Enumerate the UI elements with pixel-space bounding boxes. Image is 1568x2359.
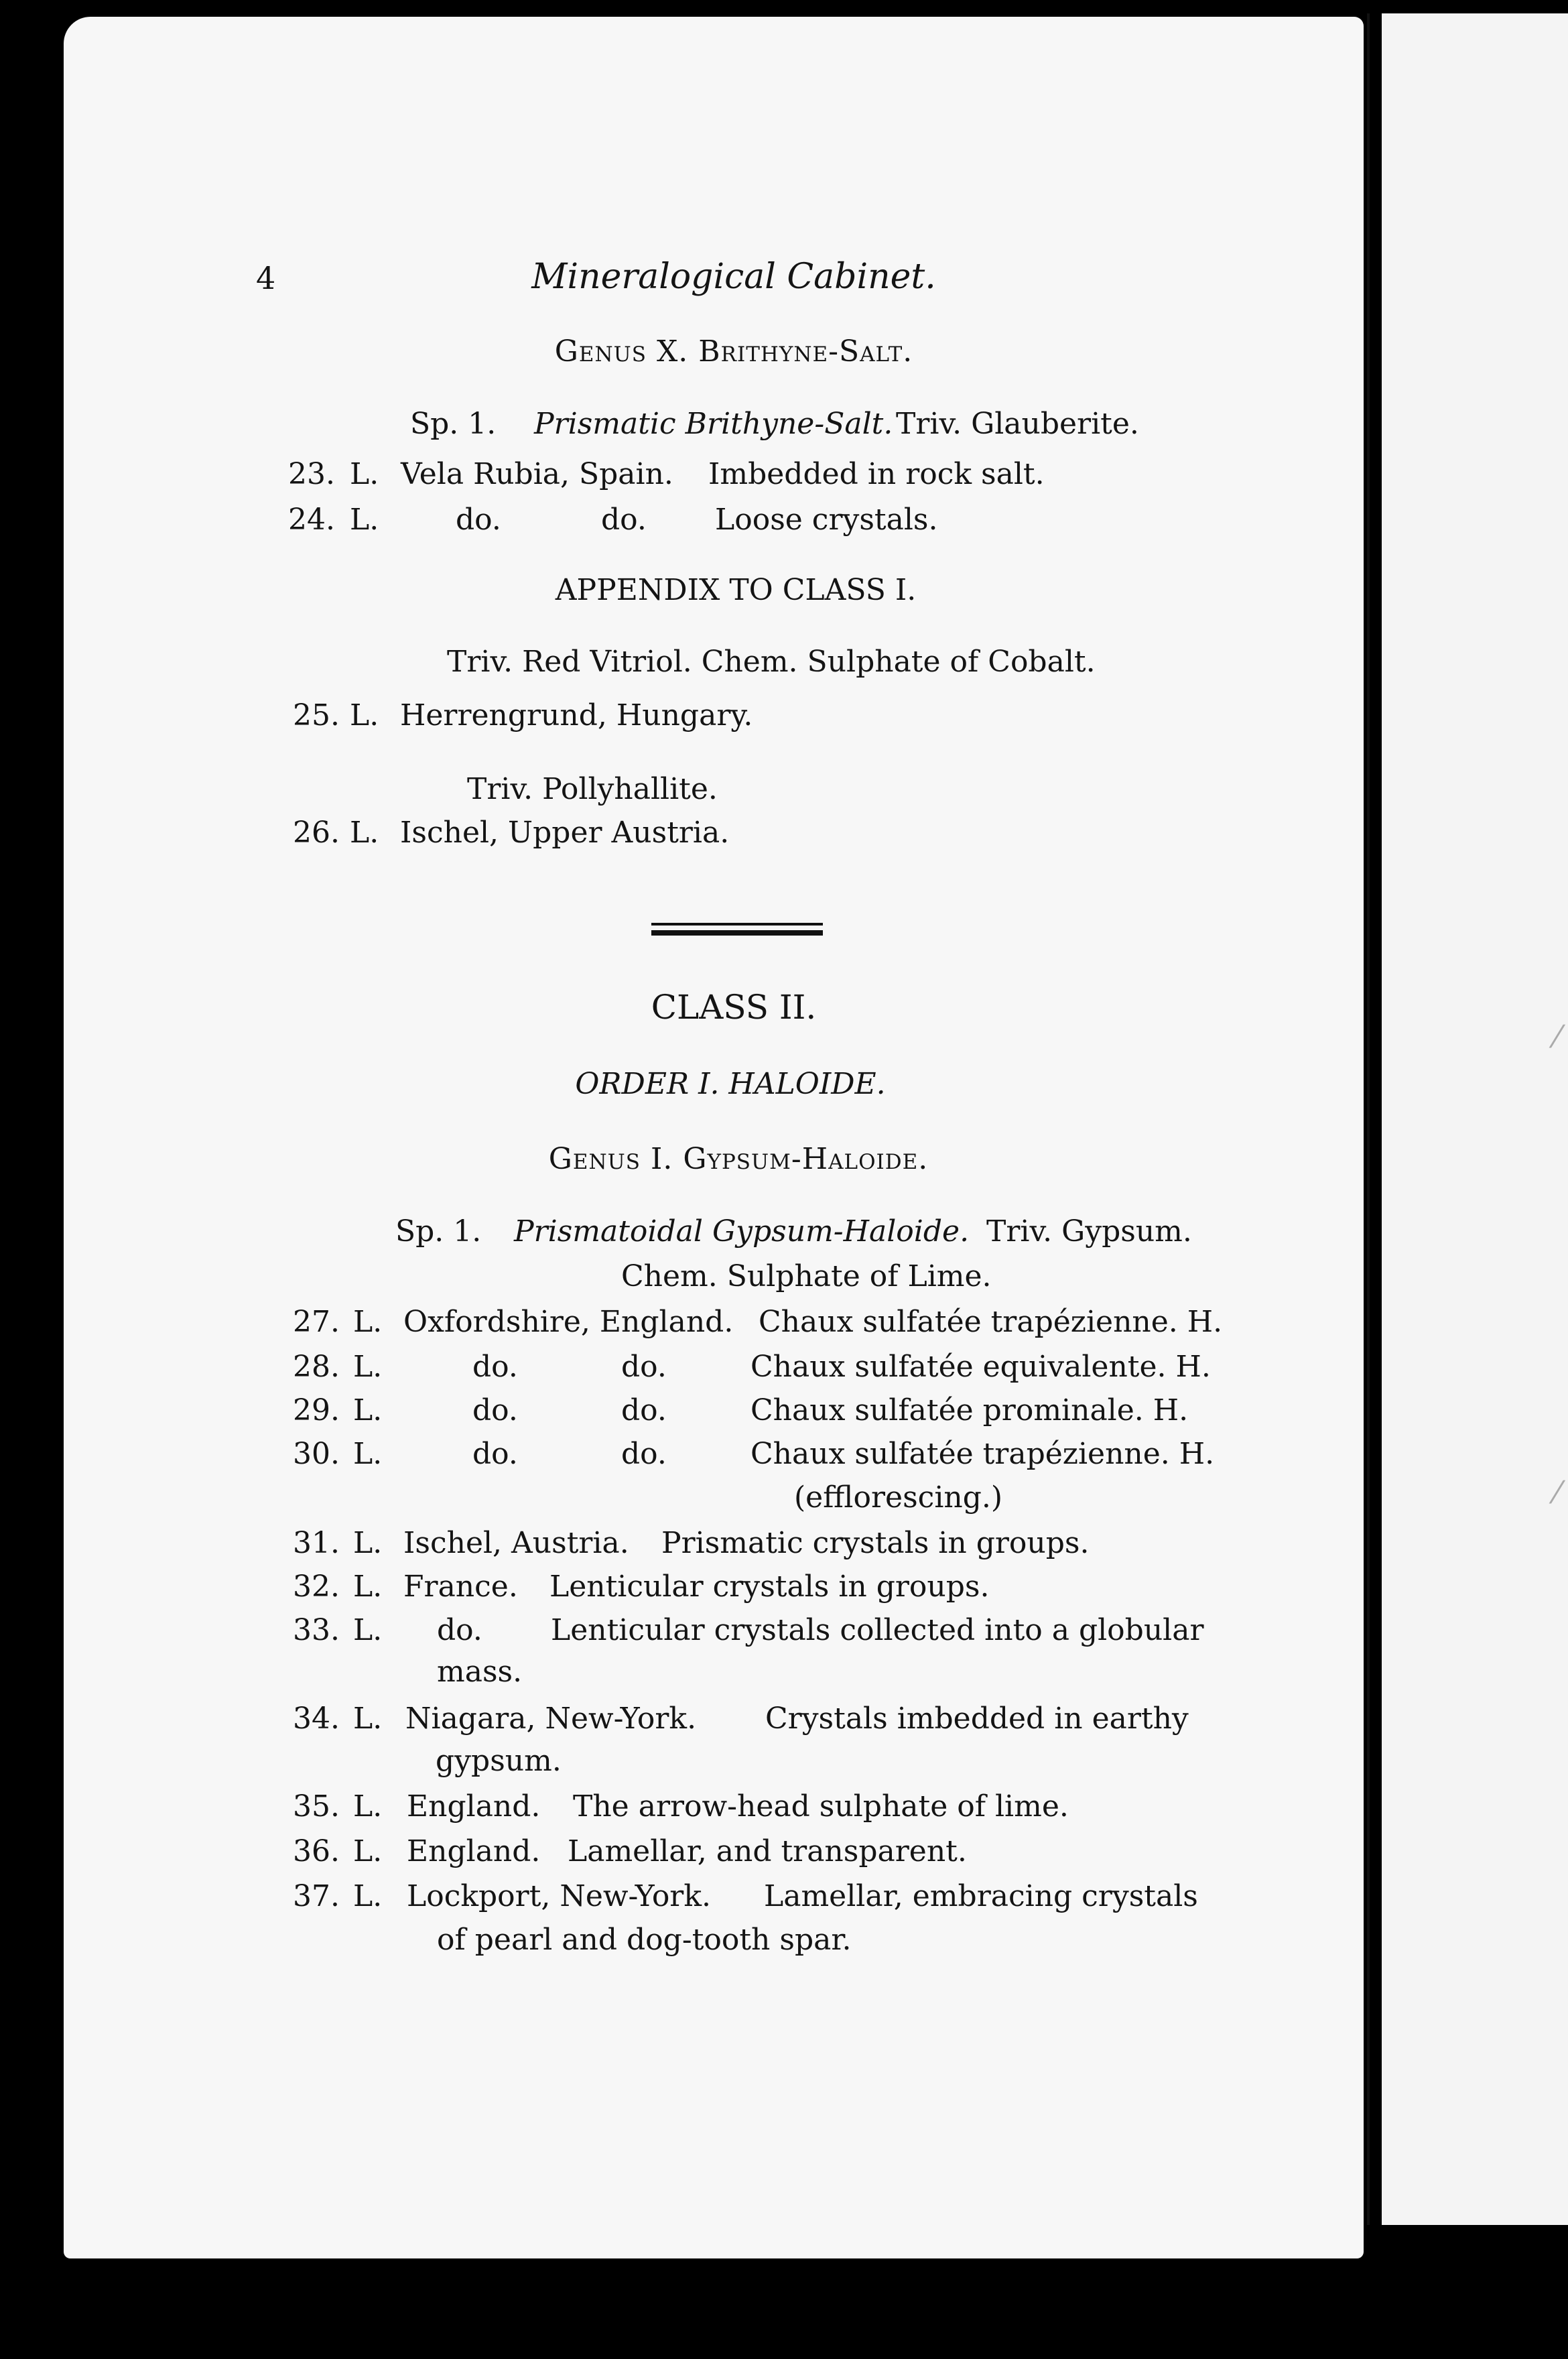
bleed-mark: ⁄ [1555, 1474, 1560, 1511]
entry-number: 25. [293, 698, 340, 732]
appendix-triv-pollyhallite: Triv. Pollyhallite. [467, 772, 718, 806]
entry-source: L. [353, 1789, 383, 1824]
entry-number: 29. [293, 1393, 340, 1427]
entry-place: do. [472, 1350, 518, 1384]
entry-place-ditto: do. [621, 1393, 667, 1427]
entry-note: Chaux sulfatée trapézienne. H. [750, 1437, 1215, 1471]
entry-note-continued: gypsum. [436, 1744, 562, 1778]
entry-note: The arrow-head sulphate of lime. [573, 1789, 1069, 1824]
entry-note: Imbedded in rock salt. [708, 457, 1045, 491]
entry-number: 28. [293, 1350, 340, 1384]
entry-place: Oxfordshire, England. [403, 1305, 734, 1339]
order-heading: ORDER I. HALOIDE. [575, 1067, 886, 1101]
entry-note: Chaux sulfatée prominale. H. [750, 1393, 1189, 1427]
entry-source: L. [353, 1834, 383, 1868]
class-title: CLASS II. [651, 988, 817, 1027]
species-label: Sp. 1. [410, 407, 497, 441]
section-divider-bottom [651, 930, 823, 936]
entry-place-ditto: do. [601, 503, 647, 537]
entry-source: L. [353, 1613, 383, 1647]
entry-note: Lamellar, and transparent. [568, 1834, 967, 1868]
entry-number: 24. [288, 503, 335, 537]
entry-note: Lenticular crystals in groups. [549, 1570, 990, 1604]
entry-place: do. [456, 503, 501, 537]
entry-source: L. [350, 503, 379, 537]
entry-note: Chaux sulfatée equivalente. H. [750, 1350, 1211, 1384]
entry-place: France. [403, 1570, 518, 1604]
entry-place: do. [437, 1613, 482, 1647]
entry-number: 23. [288, 457, 335, 491]
entry-source: L. [353, 1393, 383, 1427]
entry-note: Prismatic crystals in groups. [661, 1526, 1090, 1560]
entry-place: do. [472, 1393, 518, 1427]
species-name: Prismatic Brithyne-Salt. [534, 407, 893, 441]
genus-heading: Genus X. Brithyne-Salt. [554, 334, 913, 369]
appendix-title: APPENDIX TO CLASS I. [555, 573, 917, 607]
genus-heading: Genus I. Gypsum-Haloide. [548, 1142, 929, 1176]
entry-source: L. [353, 1879, 383, 1913]
entry-note: Lamellar, embracing crystals [764, 1879, 1198, 1913]
entry-place-ditto: do. [621, 1350, 667, 1384]
entry-note: Loose crystals. [715, 503, 938, 537]
entry-source: L. [353, 1702, 383, 1736]
species-triv: Triv. Gypsum. [986, 1214, 1192, 1249]
entry-place: Ischel, Upper Austria. [400, 816, 730, 850]
species-name: Prismatoidal Gypsum-Haloide. [514, 1214, 970, 1249]
appendix-triv-red-vitriol: Triv. Red Vitriol. Chem. Sulphate of Cobalt. [447, 645, 1096, 679]
page-number: 4 [256, 260, 276, 296]
entry-number: 33. [293, 1613, 340, 1647]
entry-place: England. [407, 1789, 541, 1824]
species-triv: Triv. Glauberite. [896, 407, 1139, 441]
entry-place: Niagara, New-York. [405, 1702, 697, 1736]
entry-note: Chaux sulfatée trapézienne. H. [759, 1305, 1223, 1339]
entry-source: L. [353, 1350, 383, 1384]
entry-note: Crystals imbedded in earthy [765, 1702, 1189, 1736]
gutter-line [1367, 13, 1370, 2225]
entry-source: L. [350, 457, 379, 491]
section-divider-top [651, 923, 823, 926]
entry-number: 30. [293, 1437, 340, 1471]
entry-note-continued: of pearl and dog-tooth spar. [437, 1923, 852, 1957]
entry-place: do. [472, 1437, 518, 1471]
entry-place: England. [407, 1834, 541, 1868]
entry-source: L. [350, 698, 379, 732]
species-label: Sp. 1. [395, 1214, 482, 1249]
entry-source: L. [353, 1437, 383, 1471]
entry-note: Lenticular crystals collected into a globular [551, 1613, 1204, 1647]
entry-note-continued: mass. [437, 1655, 523, 1689]
entry-place: Lockport, New-York. [407, 1879, 711, 1913]
entry-number: 35. [293, 1789, 340, 1824]
entry-source: L. [353, 1305, 383, 1339]
entry-source: L. [350, 816, 379, 850]
entry-number: 37. [293, 1879, 340, 1913]
entry-number: 34. [293, 1702, 340, 1736]
entry-number: 31. [293, 1526, 340, 1560]
entry-number: 32. [293, 1570, 340, 1604]
entry-source: L. [353, 1570, 383, 1604]
entry-place: Vela Rubia, Spain. [401, 457, 673, 491]
entry-source: L. [353, 1526, 383, 1560]
entry-number: 36. [293, 1834, 340, 1868]
entry-place: Herrengrund, Hungary. [400, 698, 753, 732]
entry-place-ditto: do. [621, 1437, 667, 1471]
entry-note-continued: (efflorescing.) [794, 1480, 1003, 1515]
right-page-edge [1382, 13, 1568, 2225]
entry-number: 27. [293, 1305, 340, 1339]
entry-place: Ischel, Austria. [403, 1526, 629, 1560]
entry-number: 26. [293, 816, 340, 850]
bleed-mark: ⁄ [1555, 1019, 1560, 1055]
species-chem: Chem. Sulphate of Lime. [621, 1259, 992, 1293]
running-title: Mineralogical Cabinet. [531, 257, 936, 297]
